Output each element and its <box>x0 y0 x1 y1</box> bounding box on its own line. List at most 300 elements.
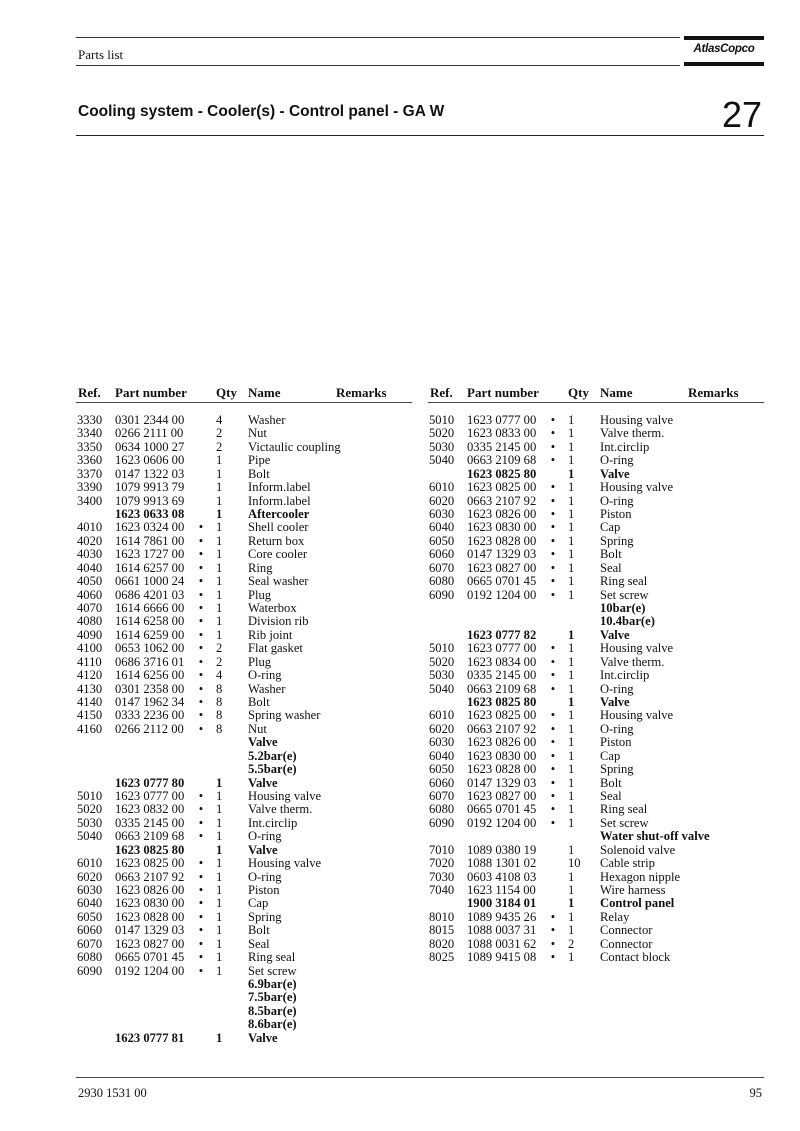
part-number-cell: 0301 2358 00 <box>115 681 185 696</box>
name-cell: Inform.label <box>248 493 311 508</box>
bullet-cell: • <box>198 883 204 898</box>
name-cell: Flat gasket <box>248 641 303 656</box>
qty-cell: 1 <box>568 789 575 804</box>
qty-cell: 1 <box>216 627 223 642</box>
ref-cell: 5010 <box>429 413 455 427</box>
part-number-cell: 1079 9913 79 <box>115 480 185 495</box>
name-cell: Bolt <box>600 547 622 562</box>
part-number-cell: 1900 3184 01 <box>467 896 537 911</box>
ref-cell: 5020 <box>77 802 103 817</box>
ref-cell: 4040 <box>77 560 103 575</box>
bullet-cell: • <box>550 802 556 817</box>
name-cell: Aftercooler <box>248 507 310 521</box>
table-row <box>77 521 412 534</box>
ref-cell: 6050 <box>429 533 455 548</box>
qty-cell: 8 <box>216 708 223 723</box>
bullet-cell: • <box>550 721 556 736</box>
qty-cell: 1 <box>568 560 575 575</box>
table-row <box>77 951 412 964</box>
ref-cell: 3400 <box>77 493 103 508</box>
part-number-cell: 1623 0830 00 <box>115 896 185 911</box>
ref-cell: 4160 <box>77 721 103 736</box>
name-cell: Nut <box>248 426 267 441</box>
name-cell: Cap <box>600 520 621 535</box>
table-row <box>429 844 764 857</box>
part-number-cell: 0301 2344 00 <box>115 413 185 427</box>
part-number-cell: 0335 2145 00 <box>467 439 537 454</box>
table-row <box>77 763 412 776</box>
name-cell: Seal <box>600 560 622 575</box>
part-number-cell: 0665 0701 45 <box>115 950 185 965</box>
qty-cell: 1 <box>568 547 575 562</box>
name-cell: Valve therm. <box>248 802 313 817</box>
qty-cell: 1 <box>216 936 223 951</box>
bullet-cell: • <box>198 829 204 844</box>
qty-cell: 1 <box>216 560 223 575</box>
table-row <box>77 911 412 924</box>
qty-cell: 1 <box>568 695 575 710</box>
table-row <box>429 871 764 884</box>
name-cell: Division rib <box>248 614 309 629</box>
name-cell: Cap <box>600 748 621 763</box>
col-name-header: Name <box>248 385 281 400</box>
name-cell: Housing valve <box>248 856 322 871</box>
bullet-cell: • <box>198 560 204 575</box>
bullet-cell: • <box>550 735 556 750</box>
qty-cell: 1 <box>568 493 575 508</box>
name-cell: Int.circlip <box>600 668 650 683</box>
qty-cell: 4 <box>216 413 223 427</box>
part-number-cell: 1623 0826 00 <box>467 507 537 521</box>
qty-cell: 1 <box>216 842 223 857</box>
part-number-cell: 1623 0828 00 <box>115 909 185 924</box>
qty-cell: 1 <box>568 842 575 857</box>
logo-bottom-bar <box>684 62 764 66</box>
name-cell: Housing valve <box>600 641 674 656</box>
page-number: 95 <box>749 1086 762 1100</box>
bullet-cell: • <box>550 789 556 804</box>
bullet-cell: • <box>550 681 556 696</box>
ref-cell: 6040 <box>429 520 455 535</box>
name-cell: Int.circlip <box>600 439 650 454</box>
qty-cell: 1 <box>568 413 575 427</box>
table-row <box>429 817 764 830</box>
table-row <box>429 468 764 481</box>
name-cell: Set screw <box>600 815 649 830</box>
table-row <box>77 897 412 910</box>
part-number-cell: 1089 9435 26 <box>467 909 537 924</box>
table-row <box>429 763 764 776</box>
ref-cell: 6060 <box>77 923 103 938</box>
qty-cell: 1 <box>216 789 223 804</box>
qty-cell: 1 <box>568 627 575 642</box>
table-row <box>429 642 764 655</box>
ref-cell: 5020 <box>429 654 455 669</box>
name-cell: 5.5bar(e) <box>248 762 297 777</box>
part-number-cell: 1614 6256 00 <box>115 668 185 683</box>
bullet-cell: • <box>198 869 204 884</box>
name-cell: Victaulic coupling <box>248 439 341 454</box>
part-number-cell: 0266 2112 00 <box>115 721 184 736</box>
ref-cell: 4030 <box>77 547 103 562</box>
part-number-cell: 0663 2109 68 <box>115 829 185 844</box>
table-row <box>77 602 412 615</box>
name-cell: Waterbox <box>248 601 297 616</box>
table-row <box>77 427 412 440</box>
part-number-cell: 1623 0826 00 <box>467 735 537 750</box>
bullet-cell: • <box>550 950 556 965</box>
bullet-cell: • <box>198 856 204 871</box>
name-cell: 10.4bar(e) <box>600 614 655 629</box>
doc-number: 2930 1531 00 <box>78 1086 147 1100</box>
bullet-cell: • <box>198 681 204 696</box>
part-number-cell: 0266 2111 00 <box>115 426 184 441</box>
qty-cell: 1 <box>216 601 223 616</box>
ref-cell: 6030 <box>429 735 455 750</box>
ref-cell: 7030 <box>429 869 455 884</box>
ref-cell: 6030 <box>77 883 103 898</box>
ref-cell: 6050 <box>429 762 455 777</box>
qty-cell: 1 <box>568 708 575 723</box>
qty-cell: 1 <box>568 520 575 535</box>
bullet-cell: • <box>550 923 556 938</box>
name-cell: Bolt <box>248 466 270 481</box>
bullet-cell: • <box>550 641 556 656</box>
part-number-cell: 0603 4108 03 <box>467 869 537 884</box>
name-cell: 8.5bar(e) <box>248 1003 297 1018</box>
table-row <box>429 414 764 427</box>
ref-cell: 7010 <box>429 842 455 857</box>
part-number-cell: 1623 0777 00 <box>467 413 537 427</box>
name-cell: Valve <box>248 842 278 857</box>
table-row <box>77 468 412 481</box>
name-cell: Washer <box>248 413 286 427</box>
name-cell: Ring seal <box>600 802 648 817</box>
name-cell: Bolt <box>600 775 622 790</box>
atlas-copco-logo <box>684 36 764 68</box>
ref-cell: 6090 <box>77 963 103 978</box>
part-number-cell: 1623 0827 00 <box>467 560 537 575</box>
table-row <box>77 857 412 870</box>
bullet-cell: • <box>550 560 556 575</box>
table-row <box>429 790 764 803</box>
bullet-cell: • <box>550 909 556 924</box>
name-cell: Cable strip <box>600 856 655 871</box>
ref-cell: 6090 <box>429 587 455 602</box>
table-row <box>77 723 412 736</box>
col-remarks-header: Remarks <box>336 385 387 400</box>
qty-cell: 1 <box>568 668 575 683</box>
bullet-cell: • <box>198 789 204 804</box>
name-cell: Ring <box>248 560 273 575</box>
name-cell: O-ring <box>600 453 634 468</box>
part-number-cell: 1614 6259 00 <box>115 627 185 642</box>
col-ref-header: Ref. <box>78 385 101 400</box>
part-number-cell: 0686 3716 01 <box>115 654 185 669</box>
part-number-cell: 1623 0828 00 <box>467 762 537 777</box>
qty-cell: 1 <box>568 748 575 763</box>
table-row <box>77 844 412 857</box>
part-number-cell: 1623 0830 00 <box>467 520 537 535</box>
qty-cell: 1 <box>568 775 575 790</box>
table-row <box>429 938 764 951</box>
table-row <box>77 615 412 628</box>
ref-cell: 5040 <box>77 829 103 844</box>
table-row <box>77 830 412 843</box>
name-cell: Set screw <box>600 587 649 602</box>
part-number-cell: 0335 2145 00 <box>115 815 185 830</box>
table-row <box>77 978 412 991</box>
ref-cell: 6010 <box>429 480 455 495</box>
col-qty-header: Qty <box>568 385 589 400</box>
part-number-cell: 1623 0825 00 <box>467 708 537 723</box>
qty-cell: 1 <box>568 721 575 736</box>
table-row <box>429 495 764 508</box>
qty-cell: 1 <box>216 1030 223 1045</box>
qty-cell: 10 <box>568 856 581 871</box>
bullet-cell: • <box>198 923 204 938</box>
name-cell: Seal washer <box>248 574 309 589</box>
table-row <box>429 951 764 964</box>
qty-cell: 1 <box>568 466 575 481</box>
name-cell: Piston <box>248 883 280 898</box>
ref-cell: 6020 <box>429 721 455 736</box>
table-row <box>429 481 764 494</box>
part-number-cell: 0634 1000 27 <box>115 439 185 454</box>
ref-cell: 8015 <box>429 923 455 938</box>
bullet-cell: • <box>198 909 204 924</box>
table-row <box>77 817 412 830</box>
table-row <box>77 575 412 588</box>
name-cell: Bolt <box>248 695 270 710</box>
part-number-cell: 1089 9415 08 <box>467 950 537 965</box>
page-title: Cooling system - Cooler(s) - Control panel - GA W <box>78 103 445 120</box>
ref-cell: 4110 <box>77 654 102 669</box>
ref-cell: 4090 <box>77 627 103 642</box>
table-row <box>77 441 412 454</box>
table-row <box>429 508 764 521</box>
table-row <box>429 441 764 454</box>
col-part-header: Part number <box>467 385 539 400</box>
header-label: Parts list <box>78 47 124 62</box>
qty-cell: 1 <box>568 453 575 468</box>
col-qty-header: Qty <box>216 385 237 400</box>
part-number-cell: 1623 0606 00 <box>115 453 185 468</box>
bullet-cell: • <box>550 547 556 562</box>
qty-cell: 1 <box>568 507 575 521</box>
qty-cell: 1 <box>216 856 223 871</box>
name-cell: Seal <box>248 936 270 951</box>
name-cell: Valve therm. <box>600 654 665 669</box>
qty-cell: 1 <box>568 815 575 830</box>
part-number-cell: 1623 0633 08 <box>115 507 185 521</box>
name-cell: Bolt <box>248 923 270 938</box>
ref-cell: 4100 <box>77 641 103 656</box>
qty-cell: 1 <box>568 950 575 965</box>
qty-cell: 1 <box>568 587 575 602</box>
qty-cell: 1 <box>568 654 575 669</box>
part-number-cell: 0192 1204 00 <box>467 587 537 602</box>
qty-cell: 1 <box>568 426 575 441</box>
table-row <box>77 965 412 978</box>
name-cell: Plug <box>248 587 272 602</box>
table-row <box>429 830 764 843</box>
part-number-cell: 1623 1154 00 <box>467 883 536 898</box>
left-header-rule <box>76 402 412 403</box>
qty-cell: 1 <box>216 775 223 790</box>
title-rule <box>76 135 764 136</box>
table-row <box>77 629 412 642</box>
qty-cell: 8 <box>216 695 223 710</box>
ref-cell: 4080 <box>77 614 103 629</box>
table-row <box>77 562 412 575</box>
table-row <box>429 454 764 467</box>
part-number-cell: 0661 1000 24 <box>115 574 185 589</box>
name-cell: Connector <box>600 923 653 938</box>
qty-cell: 1 <box>216 533 223 548</box>
qty-cell: 1 <box>216 480 223 495</box>
name-cell: Valve <box>248 1030 278 1045</box>
bullet-cell: • <box>550 533 556 548</box>
qty-cell: 1 <box>216 909 223 924</box>
name-cell: Valve therm. <box>600 426 665 441</box>
col-name-header: Name <box>600 385 633 400</box>
part-number-cell: 1623 0777 82 <box>467 627 537 642</box>
table-row <box>77 884 412 897</box>
table-row <box>77 709 412 722</box>
qty-cell: 1 <box>216 883 223 898</box>
name-cell: O-ring <box>248 829 282 844</box>
table-row <box>77 938 412 951</box>
part-number-cell: 1623 0830 00 <box>467 748 537 763</box>
bullet-cell: • <box>550 708 556 723</box>
name-cell: O-ring <box>600 493 634 508</box>
ref-cell: 5010 <box>77 789 103 804</box>
name-cell: 5.2bar(e) <box>248 748 297 763</box>
name-cell: Return box <box>248 533 305 548</box>
table-row <box>429 709 764 722</box>
ref-cell: 5010 <box>429 641 455 656</box>
bullet-cell: • <box>198 963 204 978</box>
bullet-cell: • <box>198 627 204 642</box>
qty-cell: 1 <box>568 883 575 898</box>
qty-cell: 8 <box>216 681 223 696</box>
table-row <box>429 683 764 696</box>
left-table-header <box>76 385 412 403</box>
name-cell: Solenoid valve <box>600 842 676 857</box>
qty-cell: 1 <box>216 829 223 844</box>
ref-cell: 5040 <box>429 453 455 468</box>
table-row <box>77 508 412 521</box>
name-cell: Relay <box>600 909 630 924</box>
name-cell: Cap <box>248 896 269 911</box>
part-number-cell: 0147 1322 03 <box>115 466 185 481</box>
name-cell: Hexagon nipple <box>600 869 681 884</box>
table-row <box>429 924 764 937</box>
bullet-cell: • <box>198 520 204 535</box>
name-cell: Piston <box>600 507 632 521</box>
ref-cell: 3350 <box>77 439 103 454</box>
bullet-cell: • <box>550 439 556 454</box>
table-row <box>77 777 412 790</box>
ref-cell: 6080 <box>429 802 455 817</box>
qty-cell: 1 <box>568 909 575 924</box>
table-row <box>429 897 764 910</box>
ref-cell: 3330 <box>77 413 103 427</box>
qty-cell: 2 <box>568 936 575 951</box>
qty-cell: 1 <box>216 453 223 468</box>
part-number-cell: 1623 0828 00 <box>467 533 537 548</box>
qty-cell: 1 <box>216 466 223 481</box>
table-row <box>77 495 412 508</box>
name-cell: Water shut-off valve <box>600 829 710 844</box>
qty-cell: 1 <box>216 507 223 521</box>
qty-cell: 1 <box>568 641 575 656</box>
bullet-cell: • <box>198 896 204 911</box>
part-number-cell: 1079 9913 69 <box>115 493 185 508</box>
name-cell: Control panel <box>600 896 675 911</box>
qty-cell: 1 <box>568 869 575 884</box>
table-row <box>77 414 412 427</box>
qty-cell: 1 <box>216 520 223 535</box>
section-number: 27 <box>721 94 762 135</box>
qty-cell: 1 <box>568 681 575 696</box>
bullet-cell: • <box>550 668 556 683</box>
ref-cell: 3370 <box>77 466 103 481</box>
bullet-cell: • <box>198 654 204 669</box>
name-cell: Housing valve <box>248 789 322 804</box>
name-cell: Contact block <box>600 950 671 965</box>
part-number-cell: 0335 2145 00 <box>467 668 537 683</box>
ref-cell: 5020 <box>429 426 455 441</box>
qty-cell: 1 <box>568 533 575 548</box>
name-cell: O-ring <box>248 668 282 683</box>
name-cell: Valve <box>600 695 630 710</box>
name-cell: Core cooler <box>248 547 308 562</box>
part-number-cell: 1623 0834 00 <box>467 654 537 669</box>
part-number-cell: 1614 6257 00 <box>115 560 185 575</box>
ref-cell: 6040 <box>77 896 103 911</box>
part-number-cell: 1088 0031 62 <box>467 936 537 951</box>
ref-cell: 8025 <box>429 950 455 965</box>
name-cell: Ring seal <box>600 574 648 589</box>
logo-top-bar <box>684 36 764 40</box>
col-part-header: Part number <box>115 385 187 400</box>
ref-cell: 6050 <box>77 909 103 924</box>
table-row <box>429 602 764 615</box>
part-number-cell: 0663 2107 92 <box>467 721 537 736</box>
table-row <box>77 696 412 709</box>
table-row <box>77 683 412 696</box>
col-ref-header: Ref. <box>430 385 453 400</box>
name-cell: O-ring <box>600 721 634 736</box>
table-row <box>77 924 412 937</box>
bullet-cell: • <box>550 507 556 521</box>
part-number-cell: 0333 2236 00 <box>115 708 185 723</box>
bullet-cell: • <box>198 708 204 723</box>
qty-cell: 1 <box>216 587 223 602</box>
name-cell: 6.9bar(e) <box>248 977 297 992</box>
name-cell: Shell cooler <box>248 520 309 535</box>
part-number-cell: 1623 0826 00 <box>115 883 185 898</box>
part-number-cell: 0653 1062 00 <box>115 641 185 656</box>
bullet-cell: • <box>550 493 556 508</box>
name-cell: Spring <box>600 762 634 777</box>
ref-cell: 8010 <box>429 909 455 924</box>
table-row <box>429 669 764 682</box>
bullet-cell: • <box>198 721 204 736</box>
name-cell: Seal <box>600 789 622 804</box>
